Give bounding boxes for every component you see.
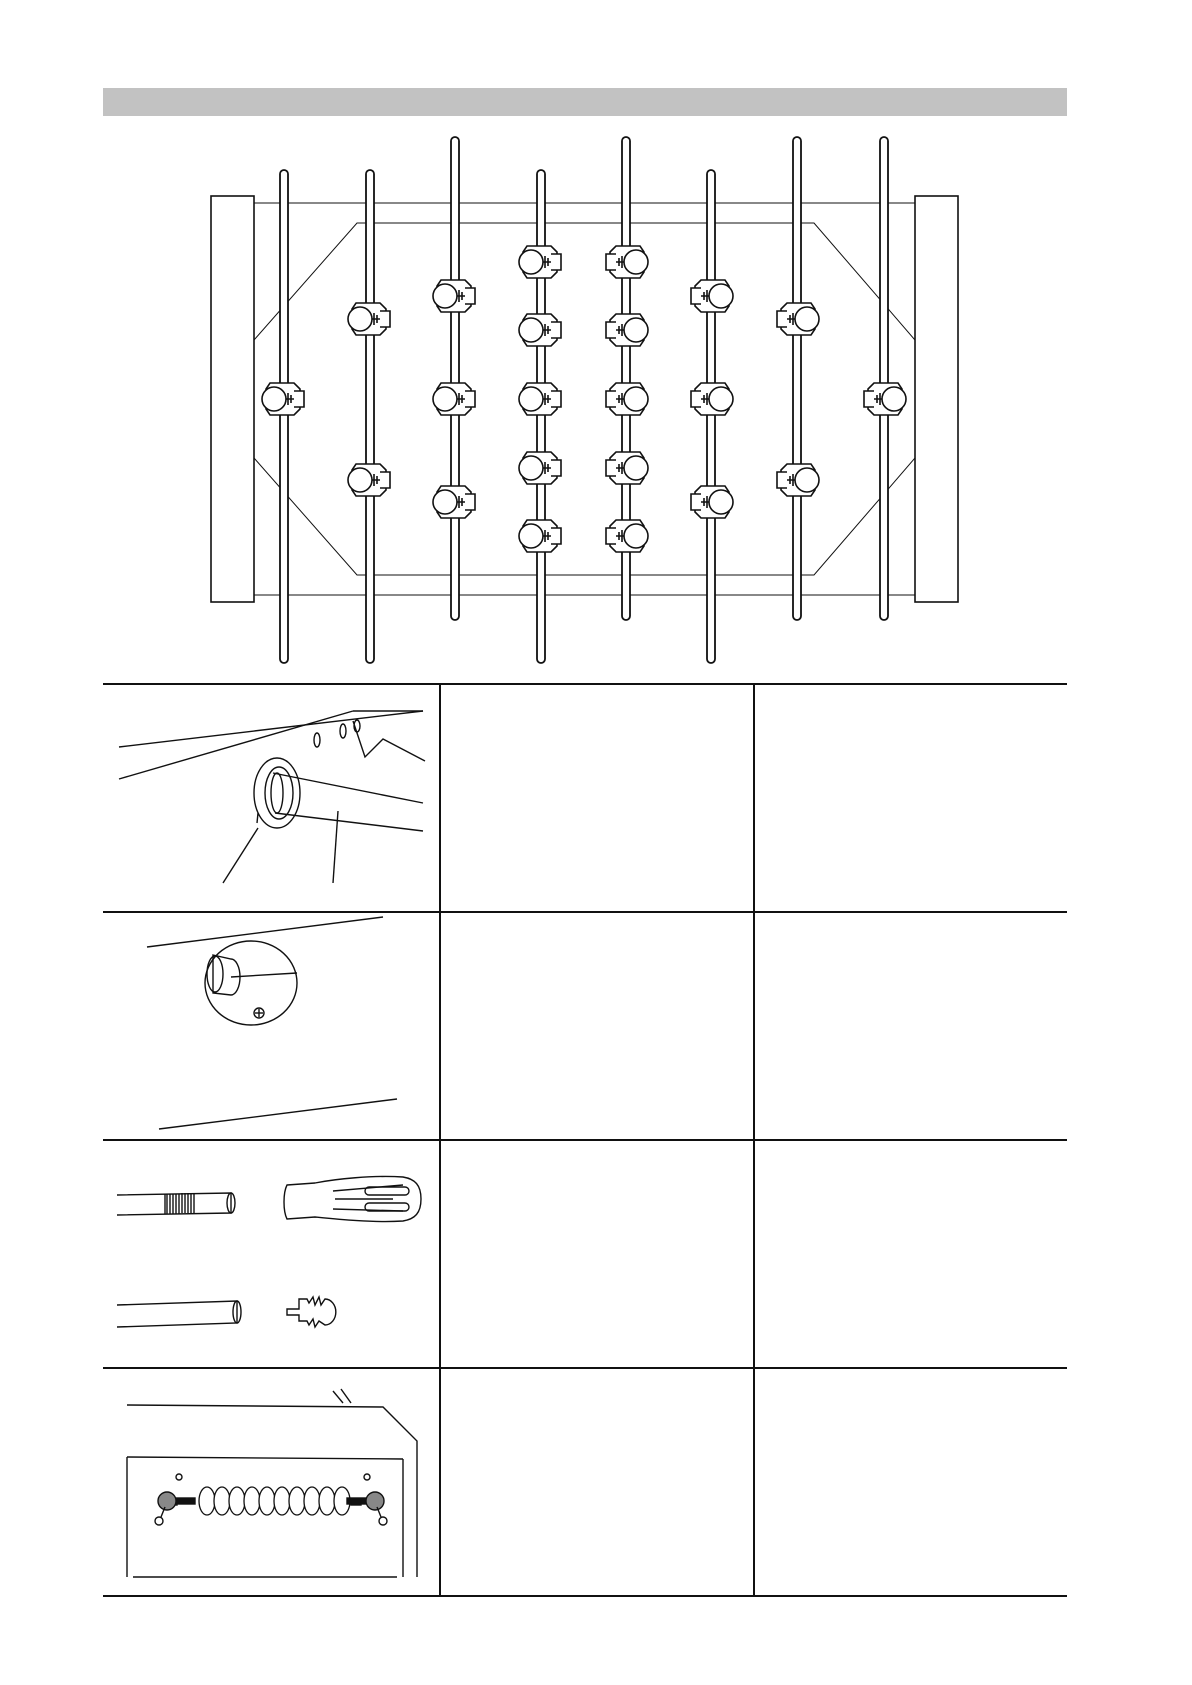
rod-end-cap-illustration: [103, 911, 439, 1139]
rod: [606, 137, 648, 620]
counter-bead: [244, 1487, 260, 1515]
player-figure: [519, 383, 561, 415]
rod: [433, 137, 475, 620]
rod: [348, 170, 390, 663]
player-figure: [691, 383, 733, 415]
counter-bead: [274, 1487, 290, 1515]
score-counter-illustration: [103, 1367, 439, 1595]
instruction-grid: [103, 683, 1067, 1596]
player-figure: [262, 383, 304, 415]
player-figure: [606, 383, 648, 415]
player-figure: [433, 383, 475, 415]
player-figure: [519, 520, 561, 552]
counter-bead: [289, 1487, 305, 1515]
player-figure: [606, 246, 648, 278]
rod: [519, 170, 561, 663]
counter-bead: [214, 1487, 230, 1515]
counter-bead: [319, 1487, 335, 1515]
player-figure: [606, 314, 648, 346]
player-figure: [777, 464, 819, 496]
player-figure: [864, 383, 906, 415]
player-figure: [606, 520, 648, 552]
player-figure: [691, 280, 733, 312]
foosball-table-diagram: [0, 0, 1192, 680]
player-figure: [691, 486, 733, 518]
right-end-wall: [915, 196, 958, 602]
rod: [262, 170, 304, 663]
grid-line: [103, 1595, 1067, 1597]
player-figure: [433, 280, 475, 312]
player-figure: [348, 303, 390, 335]
player-figure: [519, 452, 561, 484]
player-figure: [777, 303, 819, 335]
player-figure: [348, 464, 390, 496]
grid-line: [753, 683, 755, 1596]
rod-bearing-illustration: [103, 683, 439, 911]
grid-line: [439, 683, 441, 1596]
player-figure: [433, 486, 475, 518]
player-figure: [519, 314, 561, 346]
rod: [864, 137, 906, 620]
rod-parts-illustration: [103, 1139, 439, 1367]
player-figure: [519, 246, 561, 278]
counter-bead: [304, 1487, 320, 1515]
rod: [691, 170, 733, 663]
left-end-wall: [211, 196, 254, 602]
counter-bead: [259, 1487, 275, 1515]
rod: [777, 137, 819, 620]
counter-bead: [229, 1487, 245, 1515]
counter-bead: [199, 1487, 215, 1515]
player-figure: [606, 452, 648, 484]
